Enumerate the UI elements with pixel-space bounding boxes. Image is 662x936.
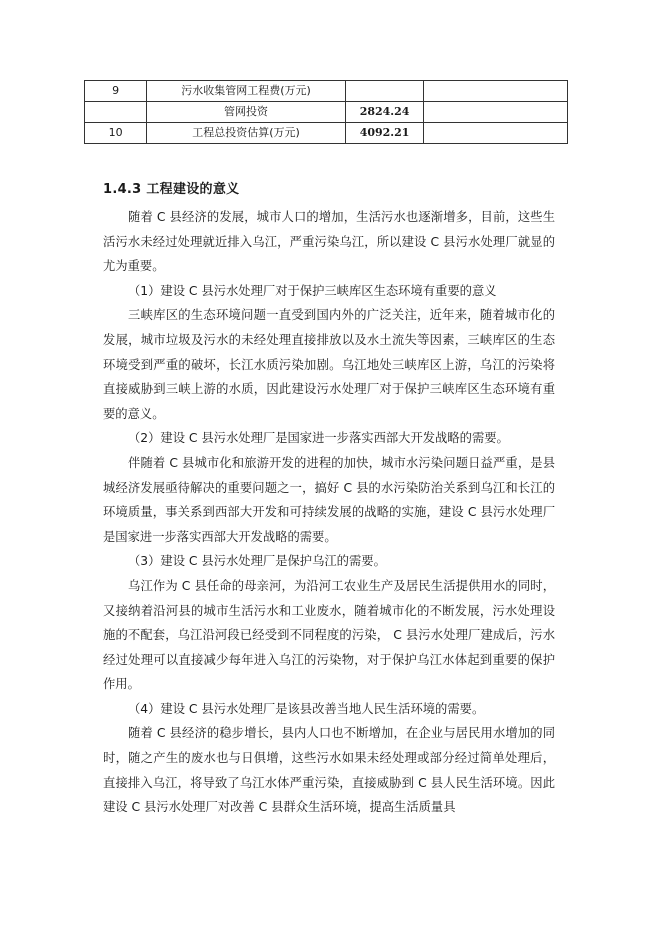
value-cell: 2824.24 <box>345 102 423 123</box>
table-row <box>85 123 568 144</box>
table-row <box>85 102 568 123</box>
extra-cell <box>424 102 568 123</box>
paragraph: 三峡库区的生态环境问题一直受到国内外的广泛关注，近年来，随着城市化的发展，城市垃圾及污水的未经处理直接排放以及水土流失等因素，三峡库区的生态环境受到严重的破坏，长江水质污染加剧。乌江地处三峡库区上游，乌江的污染将直接威胁到三峡上游的水质，因此建设污水处理厂对于保护三峡库区生态环境有重要的意义。 <box>103 308 555 421</box>
paragraph: 随着 C 县经济的发展，城市人口的增加，生活污水也逐渐增多，目前，这些生活污水未经过处理就近排入乌江，严重污染乌江，所以建设 C 县污水处理厂就显的尤为重要。 <box>103 210 555 274</box>
item-cell: 工程总投资估算(万元) <box>147 123 346 144</box>
investment-table <box>84 80 568 144</box>
extra-cell <box>424 123 568 144</box>
paragraph: （2）建设 C 县污水处理厂是国家进一步落实西部大开发战略的需要。 <box>128 431 509 446</box>
value-cell: 4092.21 <box>345 123 423 144</box>
row-number-cell: 9 <box>85 81 147 102</box>
row-number-cell <box>85 102 147 123</box>
section-body <box>103 205 555 820</box>
row-number-cell: 10 <box>85 123 147 144</box>
section-heading: 1.4.3 工程建设的意义 <box>103 182 240 197</box>
paragraph: （1）建设 C 县污水处理厂对于保护三峡库区生态环境有重要的意义 <box>128 283 497 298</box>
paragraph: （3）建设 C 县污水处理厂是保护乌江的需要。 <box>128 554 386 569</box>
item-cell: 污水收集管网工程费(万元) <box>147 81 346 102</box>
item-cell: 管网投资 <box>147 102 346 123</box>
extra-cell <box>424 81 568 102</box>
paragraph: 乌江作为 C 县任命的母亲河，为沿河工农业生产及居民生活提供用水的同时，又接纳着沿河县的城市生活污水和工业废水，随着城市化的不断发展，污水处理设施的不配套，乌江沿河段已经受到不同程度的污染， C 县污水处理厂建成后，污水经过处理可以直接减少每年进入乌江的污染物，对于保护乌江水体起到重要的保护作用。 <box>103 578 555 692</box>
paragraph: （4）建设 C 县污水处理厂是该县改善当地人民生活环境的需要。 <box>128 701 485 716</box>
value-cell <box>345 81 423 102</box>
paragraph: 伴随着 C 县城市化和旅游开发的进程的加快，城市水污染问题日益严重，是县城经济发展亟待解决的重要问题之一，搞好 C 县的水污染防治关系到乌江和长江的环境质量，事关系到西部大开发和可持续发展的战略的实施，建设 C 县污水处理厂是国家进一步落实西部大开发战略的需要。 <box>103 455 555 544</box>
paragraph: 随着 C 县经济的稳步增长，县内人口也不断增加，在企业与居民用水增加的同时，随之产生的废水也与日俱增，这些污水如果未经处理或部分经过简单处理后，直接排入乌江，将导致了乌江水体严重污染，直接威胁到 C 县人民生活环境。因此建设 C 县污水处理厂对改善 C 县群众生活环境，提高生活质量具 <box>103 726 555 815</box>
table-row <box>85 81 568 102</box>
